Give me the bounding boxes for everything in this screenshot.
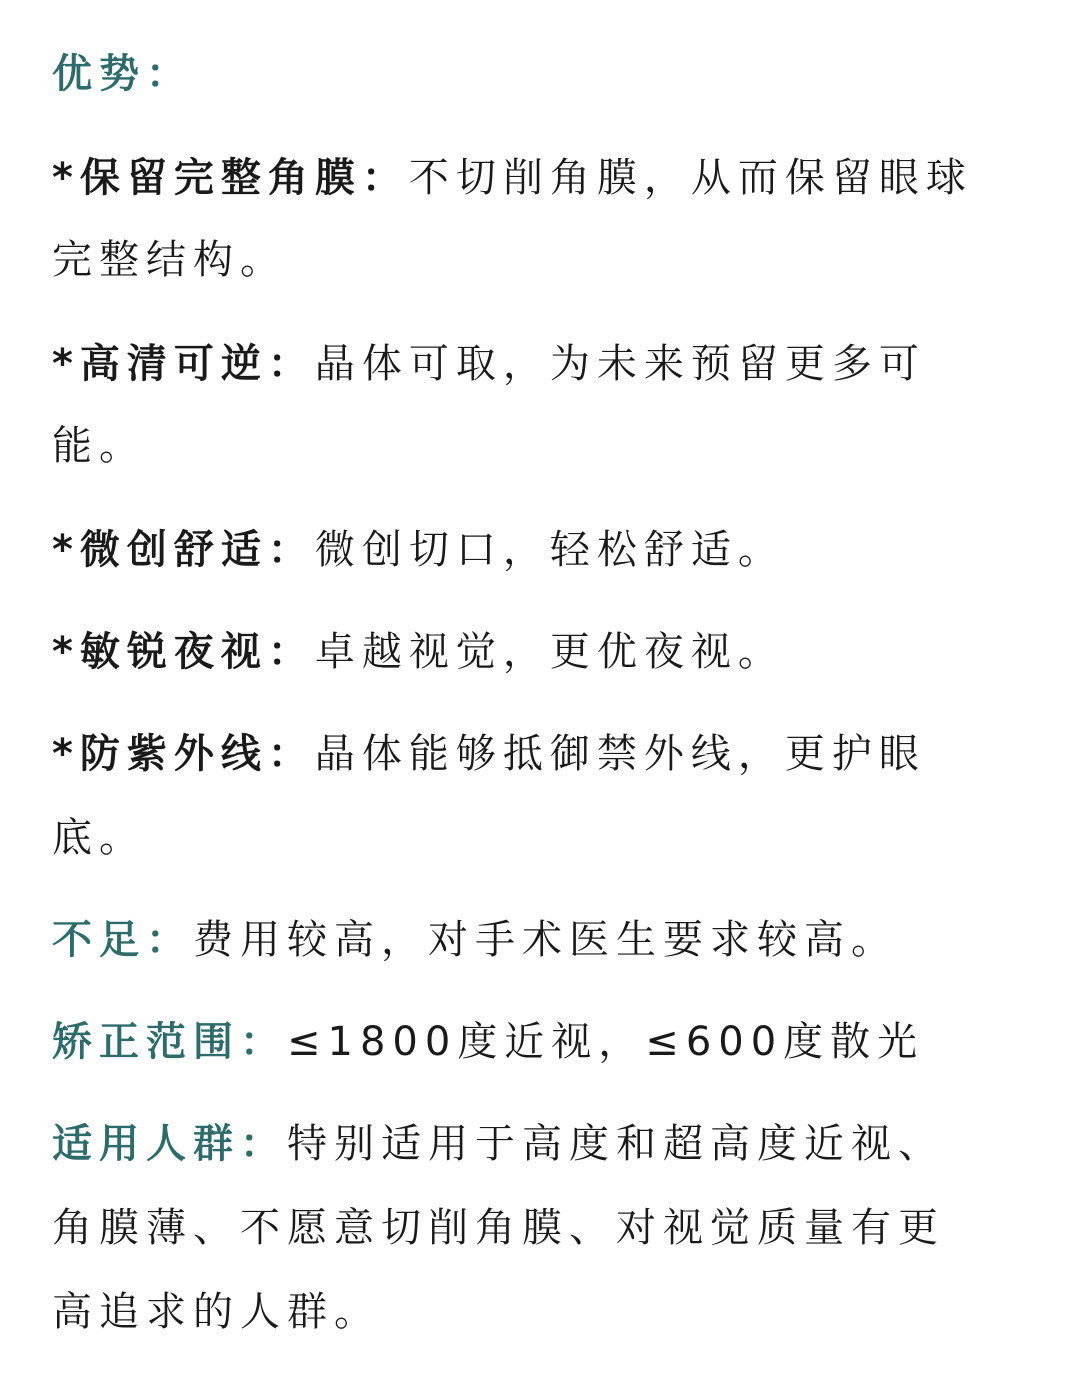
- suitable-item: [52, 1118, 945, 1170]
- advantage-text: 晶体可取，为未来预留更多可: [314, 341, 926, 387]
- advantages-heading: 优势：: [52, 51, 193, 97]
- advantage-text-continued: 能。: [52, 423, 146, 469]
- advantage-text: 卓越视觉，更优夜视。: [314, 629, 785, 675]
- advantage-item: [52, 626, 785, 678]
- advantage-item: [52, 728, 926, 780]
- advantage-text: 微创切口，轻松舒适。: [314, 527, 785, 573]
- shortcoming-text: 费用较高，对手术医生要求较高。: [193, 917, 898, 963]
- suitable-label: 适用人群：: [52, 1121, 287, 1167]
- advantage-title: *微创舒适：: [52, 527, 315, 573]
- suitable-text-continued: 角膜薄、不愿意切削角膜、对视觉质量有更: [52, 1205, 945, 1251]
- shortcoming-label: 不足：: [52, 917, 193, 963]
- advantage-item: [52, 524, 785, 576]
- suitable-text: 特别适用于高度和超高度近视、: [287, 1121, 945, 1167]
- advantage-text-continued: 底。: [52, 815, 146, 861]
- advantage-text: 不切削角膜，从而保留眼球: [408, 155, 973, 201]
- suitable-text-continued: 高追求的人群。: [52, 1289, 381, 1335]
- advantage-text: 晶体能够抵御禁外线，更护眼: [314, 731, 926, 777]
- shortcoming-item: [52, 914, 898, 966]
- advantage-item: [52, 152, 973, 204]
- range-text: ≤1800度近视，≤600度散光: [287, 1019, 925, 1065]
- range-label: 矫正范围：: [52, 1019, 287, 1065]
- advantage-text-continued: 完整结构。: [52, 237, 287, 283]
- advantage-title: *防紫外线：: [52, 731, 315, 777]
- range-item: [52, 1016, 924, 1068]
- advantage-title: *保留完整角膜：: [52, 155, 409, 201]
- advantage-title: *高清可逆：: [52, 341, 315, 387]
- advantage-title: *敏锐夜视：: [52, 629, 315, 675]
- advantage-item: [52, 338, 926, 390]
